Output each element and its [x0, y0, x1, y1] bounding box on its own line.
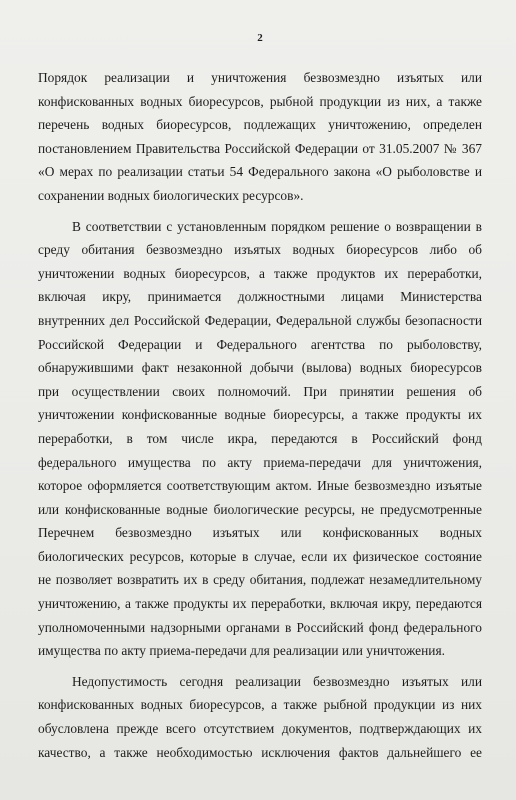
paragraph: [38, 66, 482, 208]
text-line: Недопустимость сегодня реализации безвозмездно изъятых или: [72, 673, 482, 689]
text-line: перечень водных биоресурсов, подлежащих уничтожению, определен: [38, 117, 482, 133]
text-line: уничтожению, а также продукты их переработки, включая икру, передаются: [38, 596, 482, 612]
text-line: Российской Федерации и Федерального агентства по рыболовству,: [38, 336, 482, 352]
text-line: не позволяет возвратить их в среду обитания, подлежат незамедлительному: [38, 572, 482, 588]
paragraph: [38, 670, 482, 764]
text-line: Порядок реализации и уничтожения безвозмездно изъятых или: [38, 70, 482, 85]
text-line: качество, а также необходимостью исключения фактов дальнейшего ее: [38, 744, 482, 760]
text-line: биологических ресурсов, которые в случае, если их физическое состояние: [38, 548, 482, 564]
text-line: при осуществлении своих полномочий. При принятии решения об: [38, 383, 482, 399]
text-line: сохранении водных биологических ресурсов».: [38, 187, 304, 203]
text-line: которое оформляется соответствующим актом. Иные безвозмездно изъятые: [38, 478, 482, 494]
text-line: уничтожении водных биоресурсов, а также продуктов их переработки,: [38, 265, 482, 281]
paragraph-gap: [38, 663, 482, 670]
text-line: уполномоченными надзорными органами в Российский фонд федерального: [38, 619, 482, 635]
document-body: [38, 66, 482, 764]
text-line: включая икру, принимается должностными лицами Министерства: [38, 289, 482, 305]
text-line: переработки, в том числе икра, передаются в Российский фонд: [38, 430, 482, 446]
text-line: конфискованных водных биоресурсов, а также рыбной продукции из них: [38, 697, 482, 713]
text-line: федерального имущества по акту приема-передачи для уничтожения,: [38, 454, 482, 470]
text-line: имущества по акту приема-передачи для реализации или уничтожения.: [38, 643, 445, 659]
text-line: внутренних дел Российской Федерации, Федеральной службы безопасности: [38, 312, 482, 328]
text-line: конфискованных водных биоресурсов, рыбной продукции из них, а также: [38, 93, 482, 109]
text-line: Перечнем безвозмездно изъятых или конфискованных водных: [38, 525, 482, 541]
text-line: среду обитания безвозмездно изъятых водных биоресурсов либо об: [38, 242, 482, 258]
text-line: обнаружившими факт незаконной добычи (вылова) водных биоресурсов: [38, 360, 482, 376]
text-line: или конфискованные водные биологические ресурсы, не предусмотренные: [38, 501, 482, 517]
text-line: «О мерах по реализации статьи 54 Федерального закона «О рыболовстве и: [38, 164, 482, 180]
text-line: обусловлена прежде всего отсутствием документов, подтверждающих их: [38, 721, 482, 737]
paragraph: [38, 215, 482, 663]
text-line: уничтожении конфискованные водные биоресурсы, а также продукты их: [38, 407, 482, 423]
text-line: В соответствии с установленным порядком решение о возвращении в: [72, 218, 482, 234]
page-number: 2: [257, 32, 263, 44]
paragraph-gap: [38, 208, 482, 215]
text-line: постановлением Правительства Российской Федерации от 31.05.2007 № 367: [38, 140, 482, 156]
